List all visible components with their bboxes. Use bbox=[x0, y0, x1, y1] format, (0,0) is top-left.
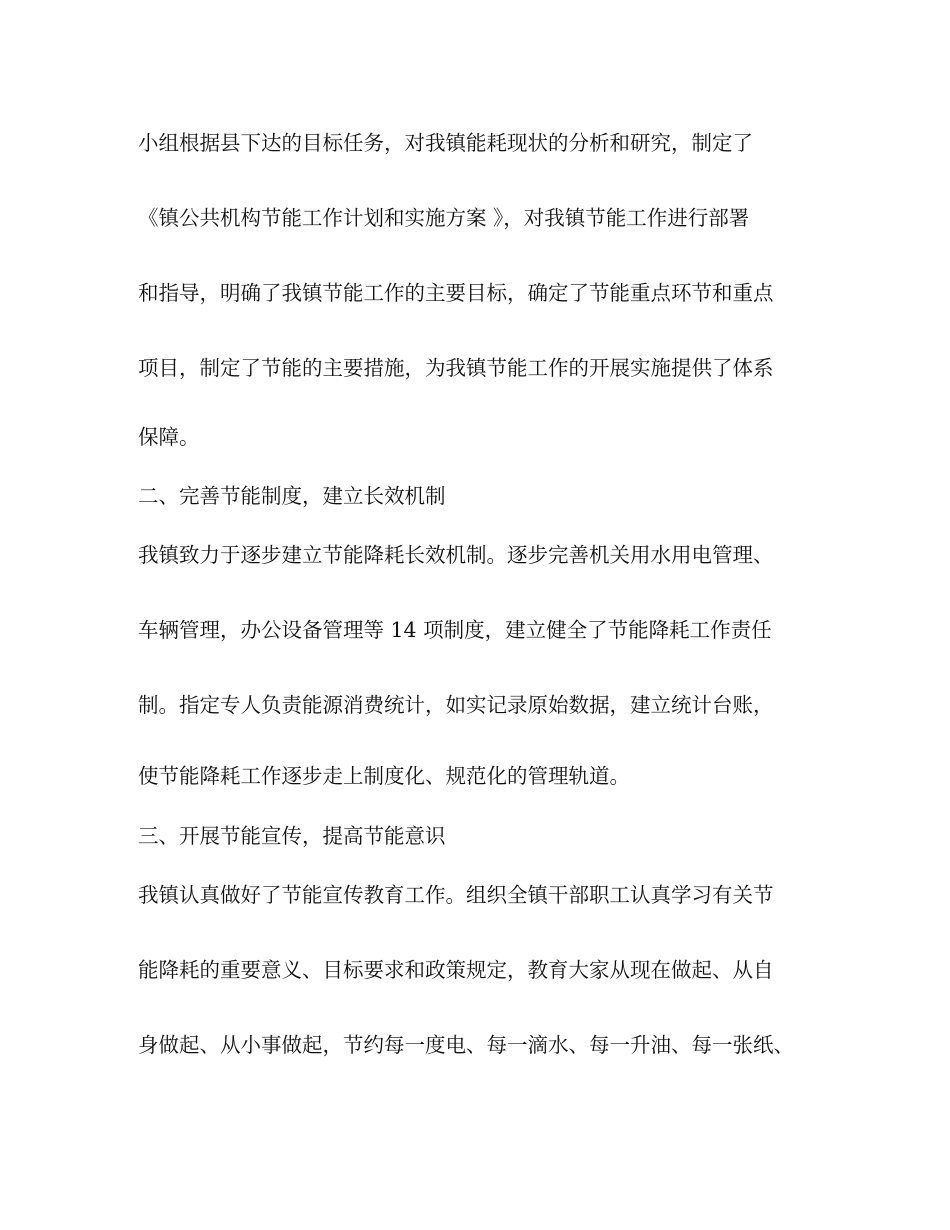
paragraph-line: 使节能降耗工作逐步走上制度化、规范化的管理轨道。 bbox=[138, 764, 630, 788]
paragraph-line: 能降耗的重要意义、目标要求和政策规定，教育大家从现在做起、从自 bbox=[138, 958, 774, 982]
paragraph-line: 我镇认真做好了节能宣传教育工作。组织全镇干部职工认真学习有关节 bbox=[138, 883, 774, 907]
paragraph-line: 小组根据县下达的目标任务，对我镇能耗现状的分析和研究，制定了 bbox=[138, 131, 753, 155]
paragraph-line: 《镇公共机构节能工作计划和实施方案 》，对我镇节能工作进行部署 bbox=[138, 206, 750, 230]
paragraph-line: 和指导，明确了我镇节能工作的主要目标，确定了节能重点环节和重点 bbox=[138, 281, 774, 305]
paragraph-line: 保障。 bbox=[138, 425, 200, 449]
paragraph-line: 制。指定专人负责能源消费统计，如实记录原始数据，建立统计台账， bbox=[138, 693, 774, 717]
section-heading: 二、完善节能制度，建立长效机制 bbox=[138, 484, 446, 508]
paragraph-line: 车辆管理，办公设备管理等 14 项制度，建立健全了节能降耗工作责任 bbox=[138, 618, 772, 642]
paragraph-line: 身做起、从小事做起，节约每一度电、每一滴水、每一升油、每一张纸、 bbox=[138, 1033, 794, 1057]
paragraph-line: 我镇致力于逐步建立节能降耗长效机制。逐步完善机关用水用电管理、 bbox=[138, 543, 774, 567]
section-heading: 三、开展节能宣传，提高节能意识 bbox=[138, 824, 446, 848]
paragraph-line: 项目，制定了节能的主要措施，为我镇节能工作的开展实施提供了体系 bbox=[138, 356, 774, 380]
